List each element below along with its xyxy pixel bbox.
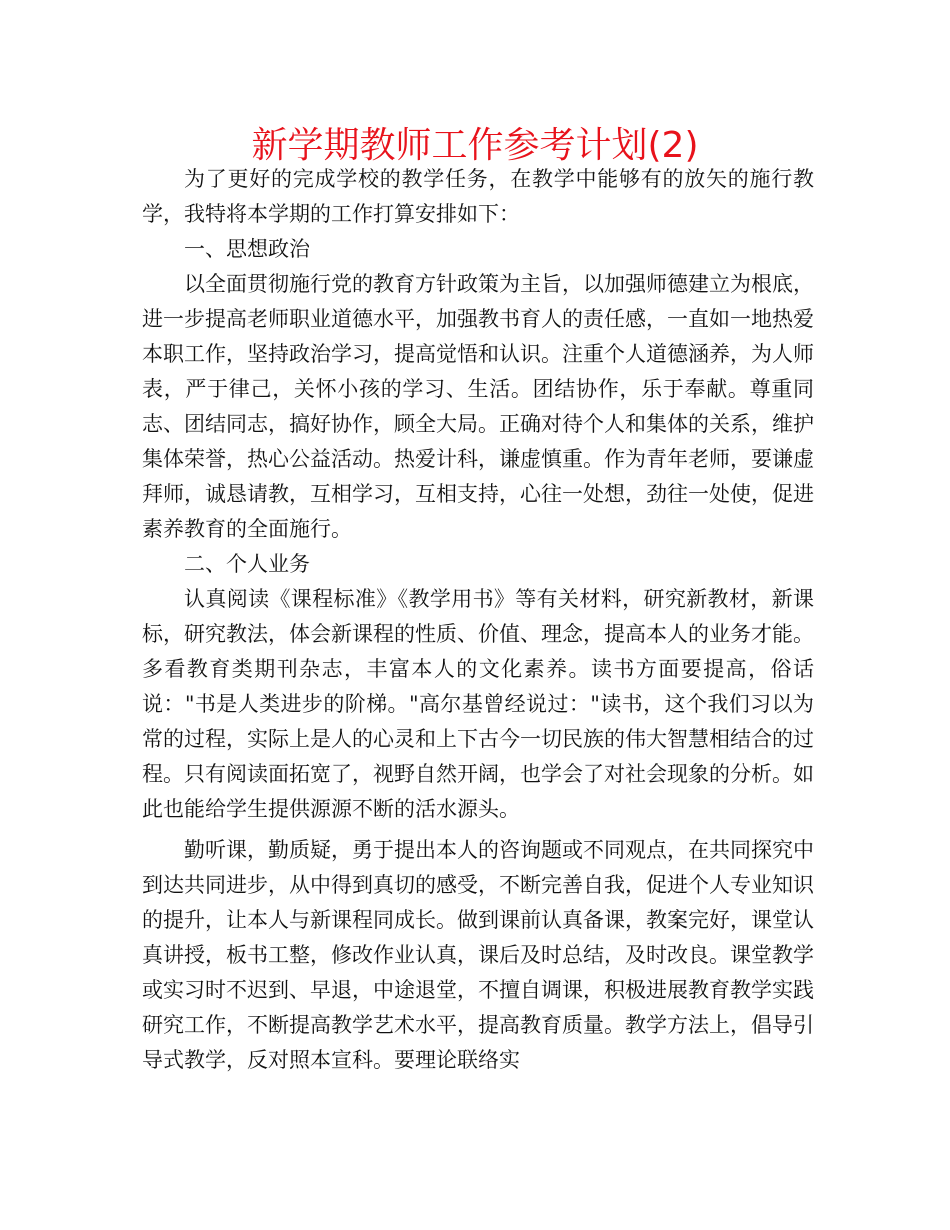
paragraph-intro: 为了更好的完成学校的教学任务，在教学中能够有的放矢的施行教学，我特将本学期的工作打算安排如下： [142, 167, 814, 226]
section-heading-politics: 一、思想政治 [184, 237, 310, 261]
paragraph-politics: 以全面贯彻施行党的教育方针政策为主旨，以加强师德建立为根底，进一步提高老师职业道德水平，加强教书育人的责任感，一直如一地热爱本职工作，坚持政治学习，提高觉悟和认识。注重个人道德涵养，为人师表，严于律己，关怀小孩的学习、生活。团结协作，乐于奉献。尊重同志、团结同志，搞好协作，顾全大局。正确对待个人和集体的关系，维护集体荣誉，热心公益活动。热爱计科，谦虚慎重。作为青年老师，要谦虚拜师，诚恳请教，互相学习，互相支持，心往一处想，劲往一处使，促进素养教育的全面施行。 [142, 272, 814, 541]
paragraph-reading: 认真阅读《课程标准》《教学用书》等有关材料，研究新教材，新课标，研究教法，体会新课程的性质、价值、理念，提高本人的业务才能。多看教育类期刊杂志，丰富本人的文化素养。读书方面要提高，俗话说："书是人类进步的阶梯。"高尔基曾经说过："读书，这个我们习以为常的过程，实际上是人的心灵和上下古今一切民族的伟大智慧相结合的过程。只有阅读面拓宽了，视野自然开阔，也学会了对社会现象的分析。如此也能给学生提供源源不断的活水源头。 [142, 587, 814, 821]
document-body [142, 162, 814, 1078]
document-title: 新学期教师工作参考计划(2) [251, 125, 699, 166]
section-heading-business: 二、个人业务 [184, 552, 310, 576]
paragraph-lessons: 勤听课，勤质疑，勇于提出本人的咨询题或不同观点，在共同探究中到达共同进步，从中得到真切的感受，不断完善自我，促进个人专业知识的提升，让本人与新课程同成长。做到课前认真备课，教案完好，课堂认真讲授，板书工整，修改作业认真，课后及时总结，及时改良。课堂教学或实习时不迟到、早退，中途退堂，不擅自调课，积极进展教育教学实践研究工作，不断提高教学艺术水平，提高教育质量。教学方法上，倡导引导式教学，反对照本宣科。要理论联络实 [142, 838, 814, 1072]
